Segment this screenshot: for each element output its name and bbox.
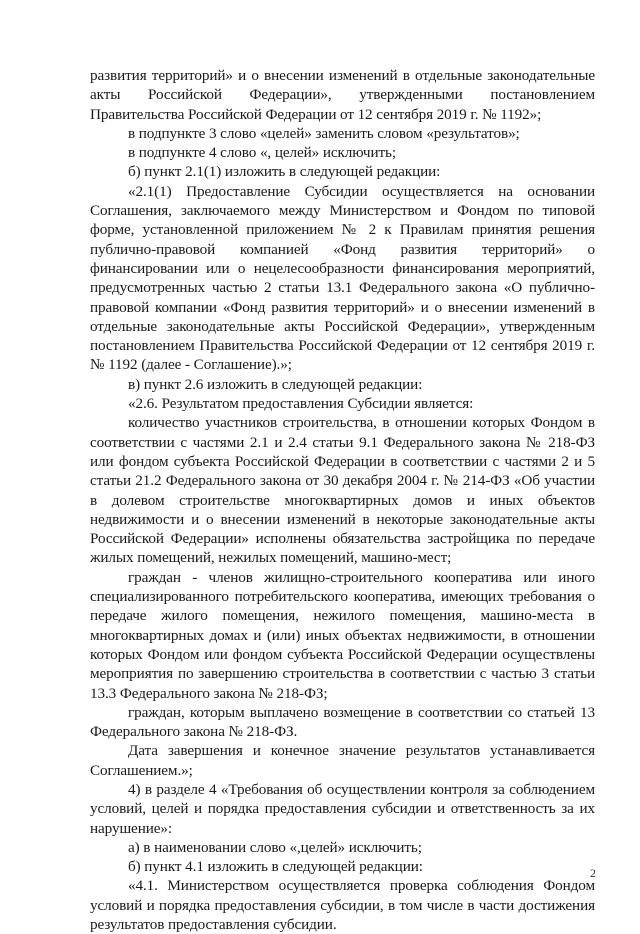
paragraph: в подпункте 4 слово «, целей» исключить;	[128, 144, 396, 162]
page-number: 2	[590, 866, 596, 880]
paragraph: б) пункт 4.1 изложить в следующей редакции:	[128, 858, 423, 876]
paragraph: «2.1(1) Предоставление Субсидии осуществляется на основании Соглашения, заключаемого между Министерством и Фондом по типовой форме, установленной приложением № 2 к Правилам принятия решения публично-правовой компанией «Фонд развития территорий» о финансировании или о нецелесообразности финансирования мероприятий, предусмотренных частью 2 статьи 13.1 Федерального закона «О публично-правовой компании «Фонд развития территорий» и о внесении изменений в отдельные законодательные акты Российской Федерации», утвержденным постановлением Правительства Российской Федерации от 12 сентября 2019 г. № 1192 (далее - Соглашение).»;	[90, 182, 595, 374]
paragraph: в) пункт 2.6 изложить в следующей редакции:	[128, 375, 423, 393]
document-body	[90, 66, 595, 934]
paragraph: количество участников строительства, в отношении которых Фондом в соответствии с частями 2.1 и 2.4 статьи 9.1 Федерального закона № 218-ФЗ или фондом субъекта Российской Федерации в соответствии с частями 2 и 5 статьи 21.2 Федерального закона от 30 декабря 2004 г. № 214-ФЗ «Об участии в долевом строительстве многоквартирных домов и иных объектов недвижимости и о внесении изменений в некоторые законодательные акты Российской Федерации» исполнены обязательства застройщика по передаче жилых помещений, нежилых помещений, машино-мест;	[90, 414, 595, 567]
paragraph: «2.6. Результатом предоставления Субсидии является:	[128, 395, 474, 413]
paragraph: 4) в разделе 4 «Требования об осуществлении контроля за соблюдением условий, целей и порядка предоставления субсидии и ответственность за их нарушение»:	[90, 780, 595, 837]
paragraph: б) пункт 2.1(1) изложить в следующей редакции:	[128, 163, 441, 181]
paragraph: граждан, которым выплачено возмещение в соответствии со статьей 13 Федерального закона № 218-ФЗ.	[90, 703, 595, 741]
paragraph: а) в наименовании слово «,целей» исключить;	[128, 838, 422, 856]
paragraph: «4.1. Министерством осуществляется проверка соблюдения Фондом условий и порядка предоставления субсидии, в том числе в части достижения результатов предоставления субсидии.	[90, 877, 595, 934]
paragraph: Дата завершения и конечное значение результатов устанавливается Соглашением.»;	[90, 742, 595, 779]
paragraph: развития территорий» и о внесении изменений в отдельные законодательные акты Российской Федерации», утвержденными постановлением Правительства Российской Федерации от 12 сентября 2019 г. № 1192»;	[90, 67, 595, 123]
paragraph: граждан - членов жилищно-строительного кооператива или иного специализированного потребительского кооператива, имеющих требования о передаче жилого помещения, нежилого помещения, машино-места в многоквартирных домах и (или) иных объектах недвижимости, в отношении которых Фондом или фондом субъекта Российской Федерации осуществлены мероприятия по завершению строительства в соответствии с частью 3 статьи 13.3 Федерального закона № 218-ФЗ;	[90, 568, 595, 702]
paragraph: в подпункте 3 слово «целей» заменить словом «результатов»;	[128, 124, 520, 142]
